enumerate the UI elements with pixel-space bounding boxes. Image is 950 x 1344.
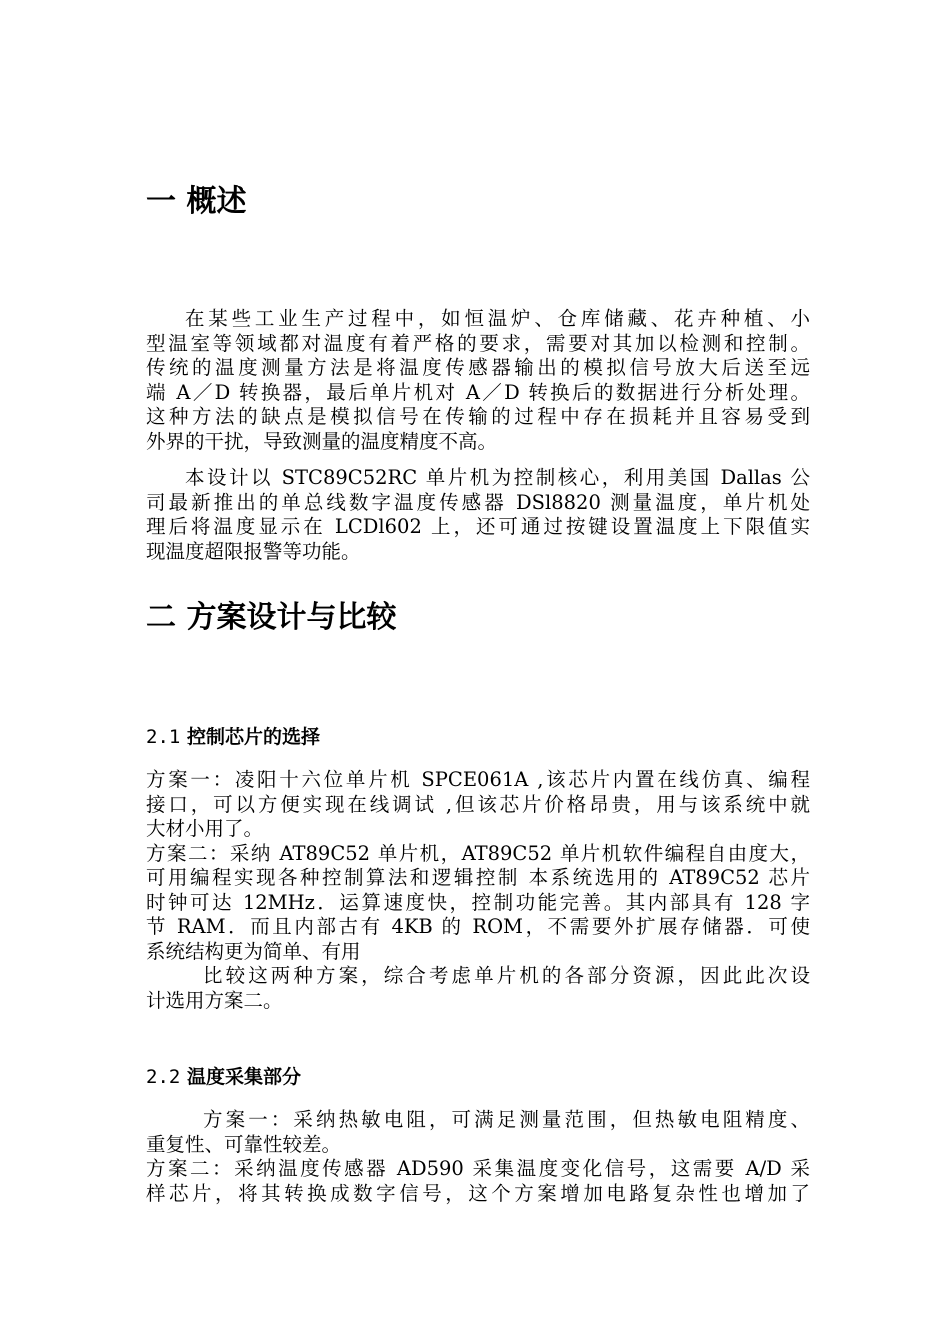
paragraph-overview-2 <box>146 466 810 564</box>
subsection-title-2-2 <box>146 1065 301 1089</box>
section-title-design: 二 方案设计与比较 <box>146 600 397 635</box>
document-page <box>146 0 810 1344</box>
paragraph-chip-selection <box>146 768 810 1013</box>
text-line: 系统结构更为简单、有用 <box>146 939 361 963</box>
text-line: 接口，可以方便实现在线调试 ,但该芯片价格昂贵，用与该系统中就 <box>146 792 810 816</box>
text-line: 计选用方案二。 <box>146 988 283 1012</box>
text-line: 节 RAM．而且内部古有 4KB 的 ROM，不需要外扩展存储器．可使 <box>146 915 810 938</box>
text-line: 时钟可达 12MHz．运算速度快，控制功能完善。其内部具有 128 字 <box>146 890 810 914</box>
text-line: 这种方法的缺点是模拟信号在传输的过程中存在损耗并且容易受到 <box>146 405 810 428</box>
subsection-number: 2.2 <box>146 1066 181 1088</box>
text-line: 方案二：采纳温度传感器 AD590 采集温度变化信号，这需要 A/D 采 <box>146 1157 810 1180</box>
subsection-number: 2.1 <box>146 726 181 748</box>
text-line: 型温室等领域都对温度有着严格的要求，需要对其加以检测和控制。 <box>146 331 810 355</box>
text-line: 司最新推出的单总线数字温度传感器 DSl8820 测量温度，单片机处 <box>146 490 810 514</box>
text-line: 比较这两种方案，综合考虑单片机的各部分资源，因此此次设 <box>203 964 810 987</box>
paragraph-temperature-collection <box>146 1108 810 1206</box>
subsection-label: 控制芯片的选择 <box>186 726 320 748</box>
text-line: 理后将温度显示在 LCDl602 上，还可通过按键设置温度上下限值实 <box>146 515 810 538</box>
section-title-overview: 一 概述 <box>146 184 247 219</box>
text-line: 方案二：采纳 AT89C52 单片机，AT89C52 单片机软件编程自由度大， <box>146 841 810 865</box>
subsection-label: 温度采集部分 <box>186 1066 301 1088</box>
text-line: 外界的干扰，导致测量的温度精度不高。 <box>146 429 498 453</box>
text-line: 方案一：凌阳十六位单片机 SPCE061A ,该芯片内置在线仿真、编程 <box>146 768 810 791</box>
text-line: 可用编程实现各种控制算法和逻辑控制 本系统选用的 AT89C52 芯片 <box>146 866 810 889</box>
text-line: 大材小用了。 <box>146 817 264 840</box>
text-line: 重复性、可靠性较差。 <box>146 1132 342 1156</box>
text-line: 本设计以 STC89C52RC 单片机为控制核心，利用美国 Dallas 公 <box>185 466 810 489</box>
paragraph-overview-1 <box>146 307 810 454</box>
subsection-title-2-1 <box>146 725 320 749</box>
text-line: 现温度超限报警等功能。 <box>146 539 361 563</box>
text-line: 在某些工业生产过程中，如恒温炉、仓库储藏、花卉种植、小 <box>185 307 810 330</box>
text-line: 传统的温度测量方法是将温度传感器输出的模拟信号放大后送至远 <box>146 356 810 379</box>
text-line: 端 A／D 转换器，最后单片机对 A／D 转换后的数据进行分析处理。 <box>146 380 810 404</box>
text-line: 样芯片，将其转换成数字信号，这个方案增加电路复杂性也增加了 <box>146 1181 810 1205</box>
text-line: 方案一：采纳热敏电阻，可满足测量范围，但热敏电阻精度、 <box>203 1108 810 1131</box>
